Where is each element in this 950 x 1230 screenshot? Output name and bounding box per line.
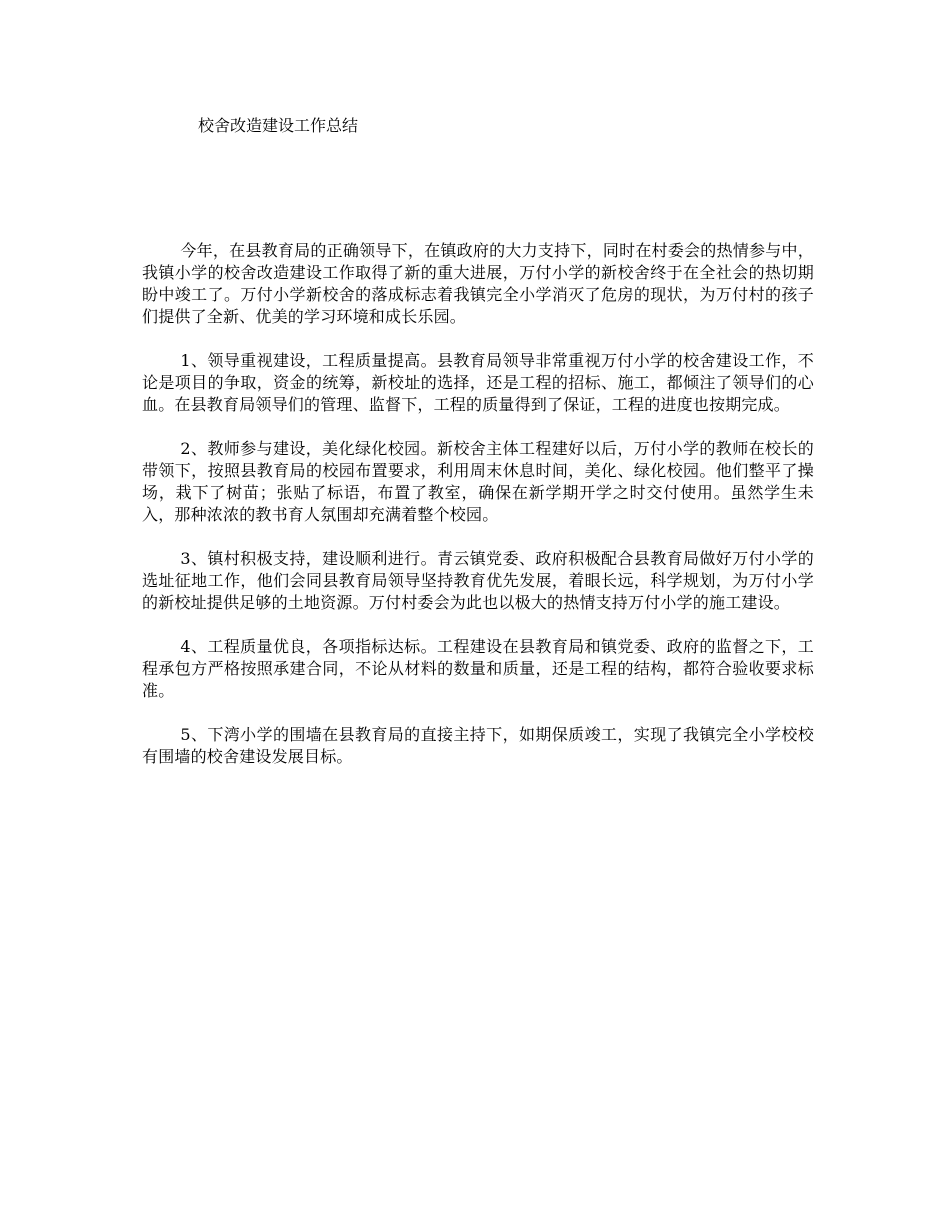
document-title: 校舍改造建设工作总结	[198, 116, 359, 135]
document-body	[142, 240, 814, 790]
intro-paragraph: 今年，在县教育局的正确领导下，在镇政府的大力支持下，同时在村委会的热情参与中，我镇小学的校舍改造建设工作取得了新的重大进展，万付小学的新校舍终于在全社会的热切期盼中竣工了。万付小学新校舍的落成标志着我镇完全小学消灭了危房的现状，为万付村的孩子们提供了全新、优美的学习环境和成长乐园。	[142, 241, 814, 326]
paragraph-2-teachers: 2、教师参与建设，美化绿化校园。新校舍主体工程建好以后，万付小学的教师在校长的带领下，按照县教育局的校园布置要求，利用周末休息时间，美化、绿化校园。他们整平了操场，栽下了树苗；张贴了标语，布置了教室，确保在新学期开学之时交付使用。虽然学生未入，那种浓浓的教书育人氛围却充满着整个校园。	[142, 439, 814, 524]
paragraph-5-wall: 5、下湾小学的围墙在县教育局的直接主持下，如期保质竣工，实现了我镇完全小学校校有围墙的校舍建设发展目标。	[142, 725, 814, 766]
paragraph-3-town-village: 3、镇村积极支持，建设顺利进行。青云镇党委、政府积极配合县教育局做好万付小学的选址征地工作，他们会同县教育局领导坚持教育优先发展，着眼长远，科学规划，为万付小学的新校址提供足够的土地资源。万付村委会为此也以极大的热情支持万付小学的施工建设。	[142, 549, 814, 612]
paragraph-4-quality: 4、工程质量优良，各项指标达标。工程建设在县教育局和镇党委、政府的监督之下，工程承包方严格按照承建合同，不论从材料的数量和质量，还是工程的结构，都符合验收要求标准。	[142, 637, 814, 700]
paragraph-1-leadership: 1、领导重视建设，工程质量提高。县教育局领导非常重视万付小学的校舍建设工作，不论是项目的争取，资金的统筹，新校址的选择，还是工程的招标、施工，都倾注了领导们的心血。在县教育局领导们的管理、监督下，工程的质量得到了保证，工程的进度也按期完成。	[142, 351, 814, 414]
